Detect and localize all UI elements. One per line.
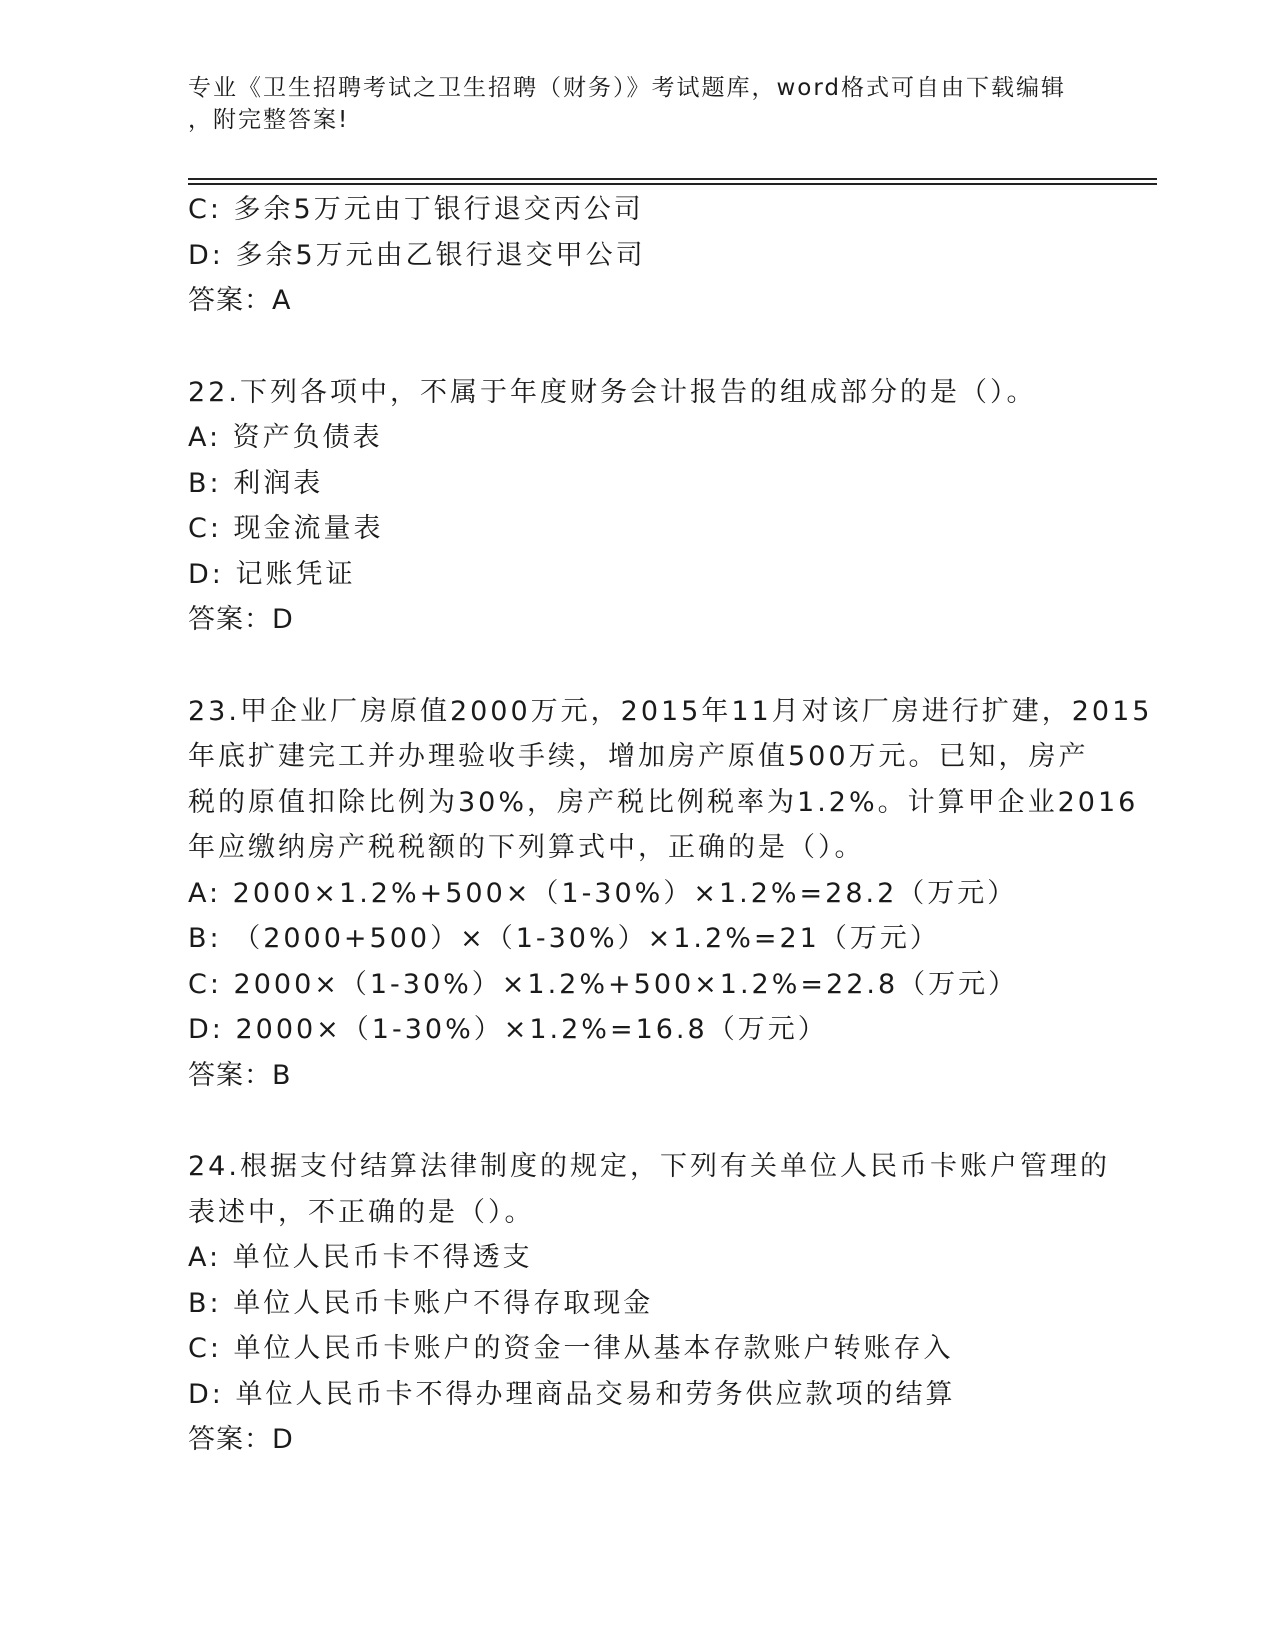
spacer xyxy=(188,1098,1088,1144)
document-header xyxy=(188,72,1088,136)
option-c: C: 现金流量表 xyxy=(188,513,384,544)
header-line-2: ，附完整答案! xyxy=(188,107,350,133)
header-line-1: 专业《卫生招聘考试之卫生招聘（财务）》考试题库，word格式可自由下载编辑 xyxy=(188,75,1067,101)
question-stem: 22.下列各项中，不属于年度财务会计报告的组成部分的是（）。 xyxy=(188,376,1037,408)
option-c: C: 2000×（1-30%）×1.2%+500×1.2%=22.8（万元） xyxy=(188,968,1019,1000)
option-d: D: 多余5万元由乙银行退交甲公司 xyxy=(188,239,646,271)
header-divider-top xyxy=(188,178,1157,180)
option-c: C: 多余5万元由丁银行退交丙公司 xyxy=(188,194,644,225)
answer-line: 答案：D xyxy=(188,1424,294,1455)
option-a: A: 资产负债表 xyxy=(188,422,383,453)
question-22 xyxy=(188,370,1088,643)
spacer xyxy=(188,324,1088,370)
question-stem-line-2: 年底扩建完工并办理验收手续，增加房产原值500万元。已知，房产 xyxy=(188,741,1089,772)
question-21-continued xyxy=(188,187,1088,324)
option-c: C: 单位人民币卡账户的资金一律从基本存款账户转账存入 xyxy=(188,1333,954,1364)
spacer xyxy=(188,643,1088,689)
question-stem-line-3: 税的原值扣除比例为30%，房产税比例税率为1.2%。计算甲企业2016 xyxy=(188,786,1139,818)
option-a: A: 2000×1.2%+500×（1-30%）×1.2%=28.2（万元） xyxy=(188,877,1018,909)
question-stem-line-1: 23.甲企业厂房原值2000万元，2015年11月对该厂房进行扩建，2015 xyxy=(188,695,1153,727)
question-stem-line-4: 年应缴纳房产税税额的下列算式中，正确的是（）。 xyxy=(188,832,865,863)
option-a: A: 单位人民币卡不得透支 xyxy=(188,1242,533,1273)
option-b: B: 单位人民币卡账户不得存取现金 xyxy=(188,1287,654,1319)
option-d: D: 2000×（1-30%）×1.2%=16.8（万元） xyxy=(188,1014,828,1045)
answer-line: 答案：A xyxy=(188,285,292,316)
question-stem-line-2: 表述中，不正确的是（）。 xyxy=(188,1196,535,1228)
question-24 xyxy=(188,1144,1110,1463)
option-d: D: 记账凭证 xyxy=(188,558,356,590)
answer-line: 答案：D xyxy=(188,604,294,635)
question-23 xyxy=(188,689,1153,1099)
option-b: B: 利润表 xyxy=(188,467,324,499)
document-body xyxy=(188,187,1153,1463)
answer-line: 答案：B xyxy=(188,1059,292,1091)
question-stem-line-1: 24.根据支付结算法律制度的规定，下列有关单位人民币卡账户管理的 xyxy=(188,1151,1110,1182)
option-d: D: 单位人民币卡不得办理商品交易和劳务供应款项的结算 xyxy=(188,1378,956,1410)
option-b: B: （2000+500）×（1-30%）×1.2%=21（万元） xyxy=(188,923,940,954)
header-divider-bottom xyxy=(188,183,1157,185)
